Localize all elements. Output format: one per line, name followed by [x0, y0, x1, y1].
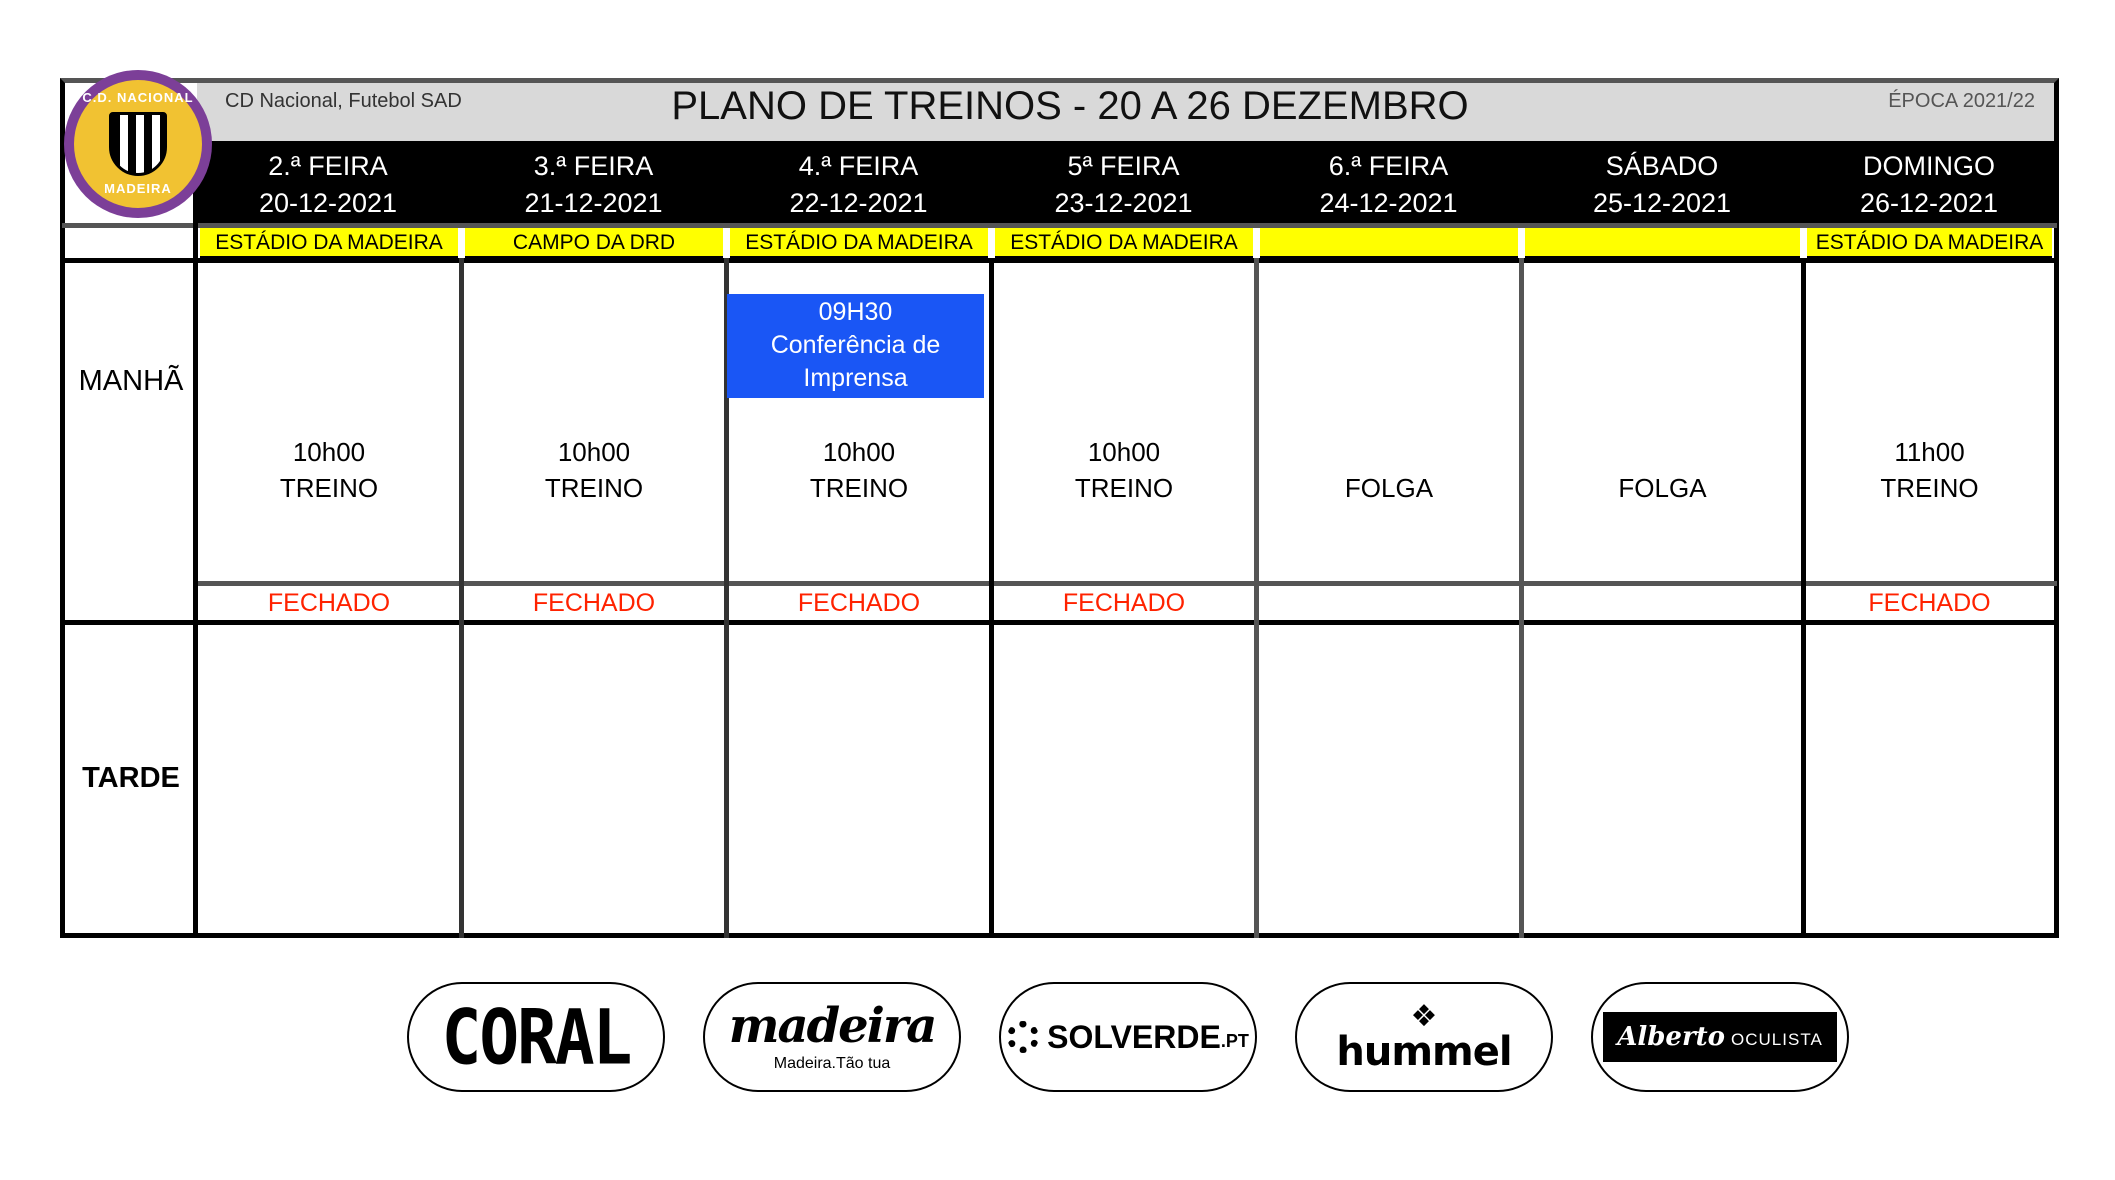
- day-name: DOMINGO: [1863, 151, 1995, 181]
- alberto-suffix: OCULISTA: [1731, 1030, 1823, 1049]
- day-date: 20-12-2021: [258, 188, 398, 218]
- logo-top-text: C.D. NACIONAL: [82, 90, 194, 105]
- morning-cell-thursday: [995, 434, 1253, 506]
- day-date: 25-12-2021: [1592, 188, 1732, 218]
- column-divider: [193, 141, 198, 938]
- session-activity: TREINO: [1074, 473, 1174, 503]
- session-activity: TREINO: [279, 473, 379, 503]
- solverde-suffix: .PT: [1220, 1030, 1249, 1051]
- day-header-tuesday: [462, 141, 725, 226]
- day-date: 26-12-2021: [1859, 188, 1999, 218]
- day-header-row: [197, 141, 2054, 226]
- day-name: 4.ª FEIRA: [798, 151, 919, 181]
- sponsor-solverde: [999, 982, 1257, 1092]
- day-date: 24-12-2021: [1319, 188, 1458, 218]
- venue-saturday: [1525, 228, 1800, 258]
- session-activity: TREINO: [544, 473, 644, 503]
- morning-cell-wednesday: [730, 434, 988, 506]
- madeira-tagline: Madeira.Tão tua: [773, 1055, 891, 1072]
- day-header-saturday: [1522, 141, 1802, 226]
- row-label-morning: MANHÃ: [78, 365, 184, 397]
- club-logo-inner: [74, 80, 202, 208]
- status-thursday: FECHADO: [1062, 589, 1186, 617]
- morning-cell-friday: [1260, 470, 1518, 506]
- status-sunday: FECHADO: [1868, 589, 1991, 617]
- sun-icon: [1007, 1021, 1039, 1053]
- logo-bottom-text: MADEIRA: [104, 181, 172, 196]
- status-tuesday: FECHADO: [532, 589, 656, 617]
- sponsor-madeira: [703, 982, 961, 1092]
- day-date: 21-12-2021: [524, 188, 663, 218]
- madeira-logo: madeira: [728, 998, 936, 1054]
- solverde-name: SOLVERDE: [1047, 1018, 1221, 1055]
- session-activity: TREINO: [809, 473, 909, 503]
- column-divider: [989, 258, 994, 938]
- status-friday: [1260, 586, 1518, 620]
- status-monday: FECHADO: [267, 589, 391, 617]
- sponsor-coral: [407, 982, 665, 1092]
- page-title: PLANO DE TREINOS - 20 A 26 DEZEMBRO: [671, 84, 1469, 128]
- session-time: 10h00: [1087, 437, 1161, 467]
- hummel-logo: hummel: [1336, 1029, 1512, 1075]
- day-header-sunday: [1804, 141, 2054, 226]
- day-date: 23-12-2021: [1054, 188, 1193, 218]
- alberto-name: Alberto: [1617, 1022, 1726, 1052]
- day-header-friday: [1257, 141, 1520, 226]
- venue-sunday: ESTÁDIO DA MADEIRA: [1807, 228, 2052, 258]
- session-time: 10h00: [557, 437, 631, 467]
- column-divider: [1254, 258, 1259, 938]
- day-date: 22-12-2021: [789, 188, 928, 218]
- day-header-monday: [197, 141, 459, 226]
- session-time: 10h00: [292, 437, 366, 467]
- status-saturday: [1525, 586, 1800, 620]
- venue-monday: ESTÁDIO DA MADEIRA: [200, 228, 458, 258]
- coral-logo: CORAL: [441, 992, 631, 1082]
- day-name: 2.ª FEIRA: [268, 151, 388, 181]
- press-conference-time: 09H30: [818, 298, 893, 326]
- session-time: 10h00: [822, 437, 896, 467]
- row-divider: [62, 620, 2057, 625]
- morning-cell-sunday: [1807, 434, 2052, 506]
- session-activity: TREINO: [1880, 473, 1979, 503]
- press-conference-line1: Conferência de: [770, 331, 941, 359]
- season-label: ÉPOCA 2021/22: [1888, 90, 2035, 112]
- venue-thursday: ESTÁDIO DA MADEIRA: [995, 228, 1253, 258]
- bee-icon: ❖: [1410, 1000, 1438, 1033]
- sponsor-hummel: [1295, 982, 1553, 1092]
- session-time: 11h00: [1894, 437, 1965, 467]
- sponsor-alberto: [1591, 982, 1849, 1092]
- session-activity: FOLGA: [1344, 473, 1434, 503]
- club-logo: [64, 70, 212, 218]
- press-conference-line2: Imprensa: [803, 364, 908, 392]
- morning-cell-monday: [200, 434, 458, 506]
- column-divider: [1519, 258, 1524, 938]
- day-name: 5ª FEIRA: [1067, 151, 1180, 181]
- day-name: 6.ª FEIRA: [1328, 151, 1449, 181]
- day-header-wednesday: [727, 141, 990, 226]
- day-header-thursday: [992, 141, 1255, 226]
- venue-tuesday: CAMPO DA DRD: [465, 228, 723, 258]
- solverde-logo: [1007, 1019, 1249, 1056]
- row-divider: [62, 223, 2057, 228]
- press-conference-event: [727, 294, 984, 398]
- column-divider: [1801, 258, 1806, 938]
- status-wednesday: FECHADO: [797, 589, 921, 617]
- row-label-afternoon: TARDE: [82, 762, 180, 794]
- morning-cell-saturday: [1525, 470, 1800, 506]
- row-divider: [62, 258, 2057, 263]
- alberto-logo: [1603, 1012, 1837, 1062]
- session-activity: FOLGA: [1618, 473, 1707, 503]
- club-name: CD Nacional, Futebol SAD: [225, 90, 462, 112]
- day-name: SÁBADO: [1605, 151, 1719, 181]
- shield-icon: [109, 112, 167, 176]
- venue-wednesday: ESTÁDIO DA MADEIRA: [730, 228, 988, 258]
- column-divider: [459, 258, 464, 938]
- venue-friday: [1260, 228, 1518, 258]
- day-name: 3.ª FEIRA: [533, 151, 654, 181]
- morning-cell-tuesday: [465, 434, 723, 506]
